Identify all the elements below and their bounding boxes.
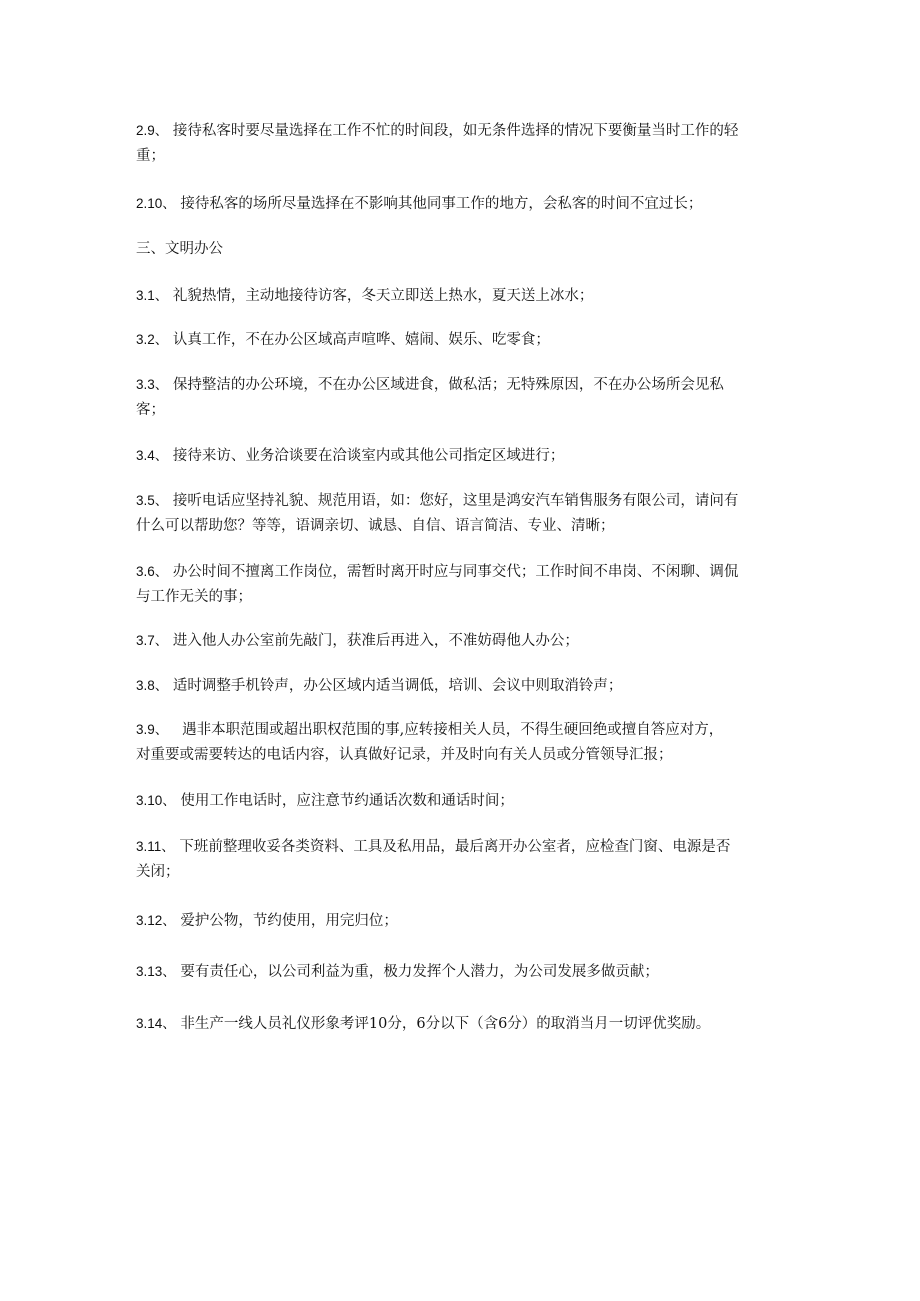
clause-text: 进入他人办公室前先敲门，获准后再进入，不准妨碍他人办公； (168, 633, 579, 649)
clause-3-3 (136, 372, 791, 423)
clause-3-7 (136, 628, 791, 654)
clause-number: 3.3、 (136, 377, 169, 392)
clause-number: 2.9、 (136, 123, 169, 138)
clause-3-5 (136, 488, 791, 539)
clause-text: 接待私客时要尽量选择在工作不忙的时间段，如无条件选择的情况下要衡量当时工作的轻 (168, 123, 739, 139)
clause-text: 礼貌热情，主动地接待访客，冬天立即送上热水，夏天送上冰水； (168, 288, 594, 304)
clause-text-continued: 什么可以帮助您？等等，语调亲切、诚恳、自信、语言简洁、专业、清晰； (136, 518, 615, 534)
clause-text: 办公时间不擅离工作岗位，需暂时离开时应与同事交代；工作时间不串岗、不闲聊、调侃 (168, 564, 739, 580)
clause-number: 3.12、 (136, 913, 176, 928)
clause-3-13 (136, 959, 791, 985)
clause-3-6 (136, 559, 791, 610)
clause-3-9 (136, 717, 791, 768)
clause-3-14 (136, 1011, 791, 1037)
clause-number: 3.9、 (136, 722, 169, 737)
clause-number: 2.10、 (136, 196, 176, 211)
clause-number: 3.14、 (136, 1016, 176, 1031)
clause-text-continued: 客； (136, 402, 165, 418)
clause-number: 3.8、 (136, 678, 169, 693)
clause-text: 要有责任心，以公司利益为重，极力发挥个人潜力，为公司发展多做贡献； (175, 964, 659, 980)
clause-3-11 (136, 834, 791, 885)
clause-number: 3.5、 (136, 493, 169, 508)
clause-number: 3.13、 (136, 964, 176, 979)
clause-3-1 (136, 283, 791, 309)
clause-text: 下班前整理收妥各类资料、工具及私用品，最后离开办公室者，应检查门窗、电源是否 (174, 839, 731, 855)
clause-number: 3.2、 (136, 332, 169, 347)
clause-text: 非生产一线人员礼仪形象考评10分，6分以下（含6分）的取消当月一切评优奖励。 (175, 1016, 711, 1032)
clause-number: 3.10、 (136, 793, 176, 808)
clause-text-continued: 关闭； (136, 864, 180, 880)
clause-2-9 (136, 118, 791, 169)
clause-text: 认真工作，不在办公区域高声喧哗、嬉闹、娱乐、吃零食； (168, 332, 550, 348)
clause-3-4 (136, 443, 791, 469)
clause-text-continued: 对重要或需要转达的电话内容，认真做好记录，并及时向有关人员或分管领导汇报； (136, 747, 673, 763)
clause-text: 使用工作电话时，应注意节约通话次数和通话时间； (175, 793, 514, 809)
clause-text: 保持整洁的办公环境，不在办公区域进食，做私活；无特殊原因，不在办公场所会见私 (168, 377, 724, 393)
clause-text-continued: 重； (136, 148, 165, 164)
clause-text: 爱护公物，节约使用，用完归位； (175, 913, 398, 929)
section-heading: 三、文明办公 (136, 241, 223, 257)
clause-number: 3.1、 (136, 288, 169, 303)
clause-text: 接待来访、业务洽谈要在洽谈室内或其他公司指定区域进行； (168, 448, 565, 464)
clause-3-8 (136, 673, 791, 699)
clause-text: 接待私客的场所尽量选择在不影响其他同事工作的地方，会私客的时间不宜过长； (175, 196, 703, 212)
clause-text: 适时调整手机铃声，办公区域内适当调低，培训、会议中则取消铃声； (168, 678, 623, 694)
clause-number: 3.6、 (136, 564, 169, 579)
clause-text: 接听电话应坚持礼貌、规范用语，如：您好，这里是鸿安汽车销售服务有限公司，请问有 (168, 493, 739, 509)
clause-3-12 (136, 908, 791, 934)
clause-3-2 (136, 327, 791, 353)
clause-3-10 (136, 788, 791, 814)
clause-2-10 (136, 191, 791, 217)
clause-number: 3.7、 (136, 633, 169, 648)
clause-text: 遇非本职范围或超出职权范围的事,应转接相关人员，不得生硬回绝或擅自答应对方， (168, 722, 724, 738)
clause-number: 3.4、 (136, 448, 169, 463)
clause-number: 3.11、 (136, 839, 175, 854)
clause-text-continued: 与工作无关的事； (136, 589, 252, 605)
